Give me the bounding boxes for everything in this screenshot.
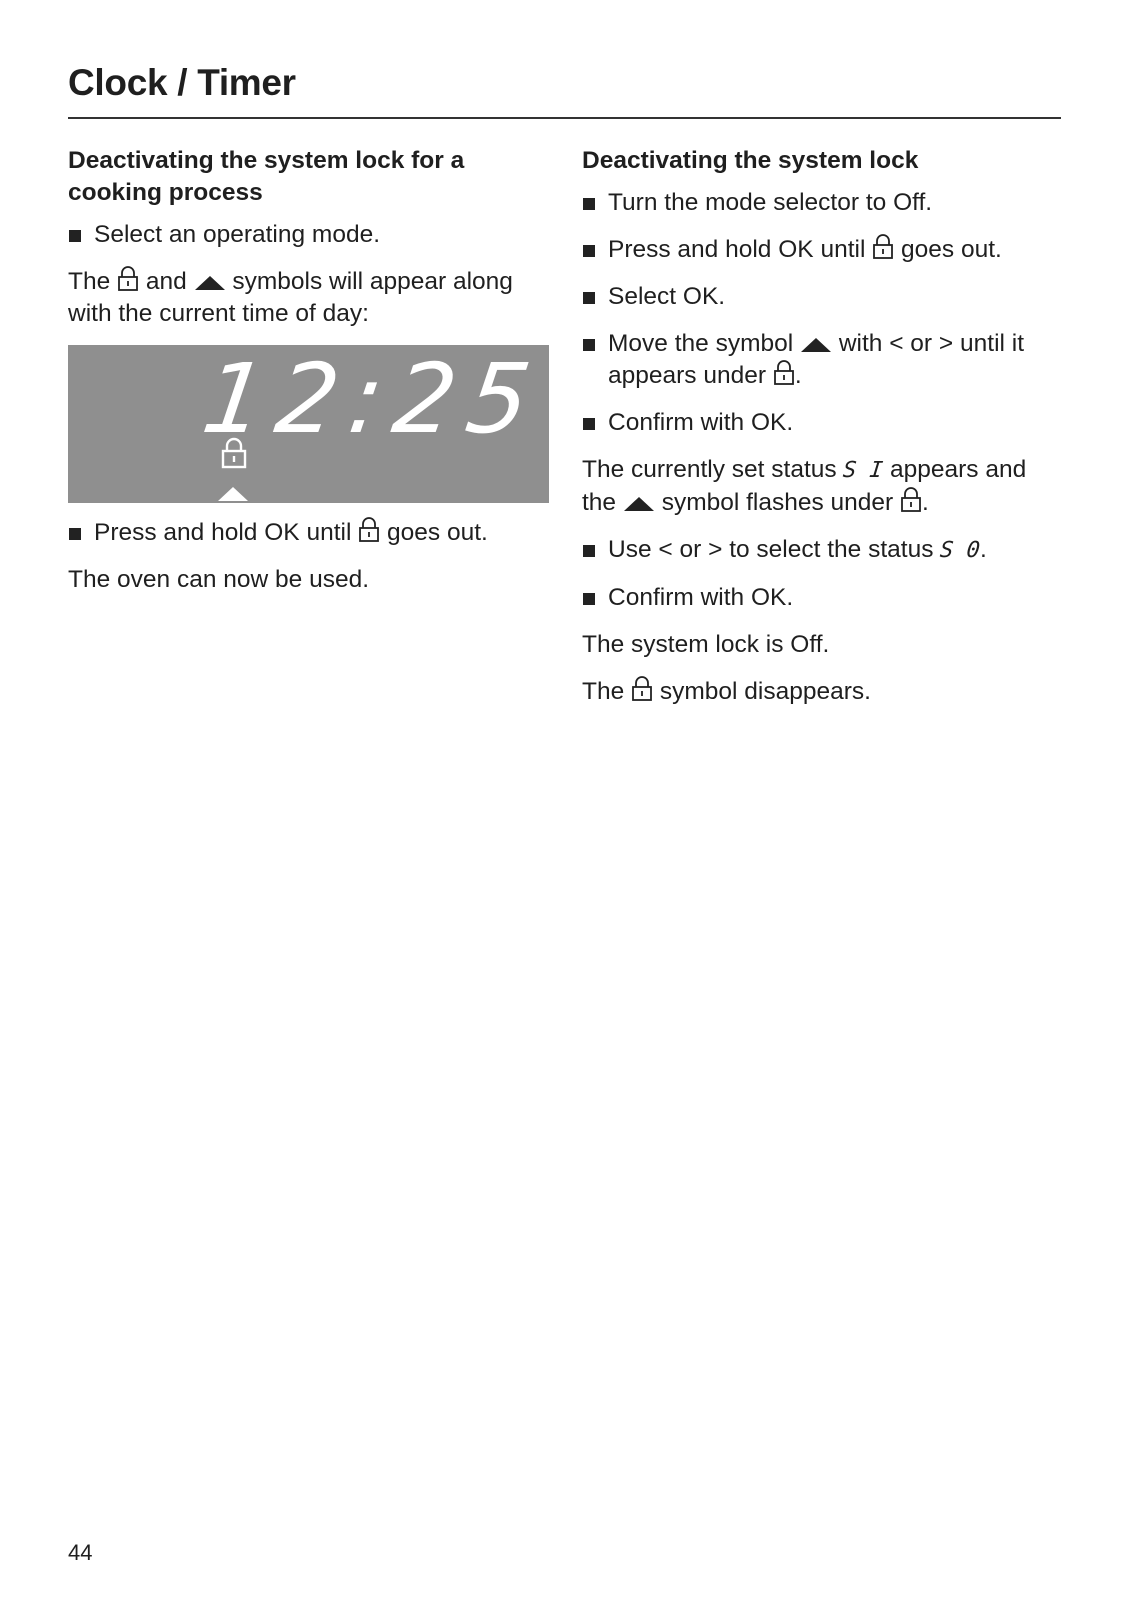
right-step-move-symbol: Move the symbol with < or > until it appears under . (582, 328, 1067, 392)
triangle-up-icon (194, 274, 226, 292)
right-step-confirm-2: Confirm with OK. (582, 582, 1067, 614)
left-step-select-mode: Select an operating mode. (68, 219, 548, 251)
right-step-press-hold: Press and hold OK until goes out. (582, 234, 1067, 266)
right-step-confirm-1: Confirm with OK. (582, 407, 1067, 439)
padlock-icon (773, 360, 795, 386)
square-bullet-icon (583, 292, 595, 304)
left-heading: Deactivating the system lock for a cooking process (68, 147, 465, 206)
left-oven-ready: The oven can now be used. (68, 566, 370, 593)
right-lock-off: The system lock is Off. (582, 631, 830, 658)
right-column (582, 145, 1067, 723)
right-status-paragraph: The currently set status S I appears and the symbol flashes under . (582, 456, 1027, 516)
page-number: 44 (68, 1540, 93, 1565)
page-title: Clock / Timer (68, 62, 296, 103)
square-bullet-icon (583, 593, 595, 605)
padlock-icon (631, 676, 653, 702)
title-divider (68, 117, 1061, 119)
triangle-up-icon (217, 480, 249, 512)
status-readout: S I (842, 458, 885, 483)
square-bullet-icon (69, 230, 81, 242)
padlock-icon (872, 234, 894, 260)
left-symbols-paragraph: The and symbols will appear along with the current time of day: (68, 268, 513, 327)
square-bullet-icon (583, 545, 595, 557)
padlock-icon (358, 517, 380, 543)
display-time: 12:25 (196, 343, 549, 455)
padlock-icon (220, 437, 248, 478)
right-step-select-ok: Select OK. (582, 281, 1067, 313)
square-bullet-icon (583, 245, 595, 257)
left-step-press-hold: Press and hold OK until goes out. (68, 517, 548, 549)
oven-display (68, 345, 549, 503)
right-symbol-disappears: The symbol disappears. (582, 678, 871, 705)
right-step-select-status: Use < or > to select the status S 0. (582, 534, 1067, 567)
right-heading: Deactivating the system lock (582, 147, 919, 174)
square-bullet-icon (583, 198, 595, 210)
square-bullet-icon (583, 339, 595, 351)
square-bullet-icon (69, 528, 81, 540)
left-column (68, 145, 548, 611)
status-readout: S 0 (939, 538, 982, 563)
square-bullet-icon (583, 418, 595, 430)
padlock-icon (117, 266, 139, 292)
triangle-up-icon (800, 336, 832, 354)
right-step-mode-off: Turn the mode selector to Off. (582, 187, 1067, 219)
padlock-icon (900, 487, 922, 513)
triangle-up-icon (623, 495, 655, 513)
